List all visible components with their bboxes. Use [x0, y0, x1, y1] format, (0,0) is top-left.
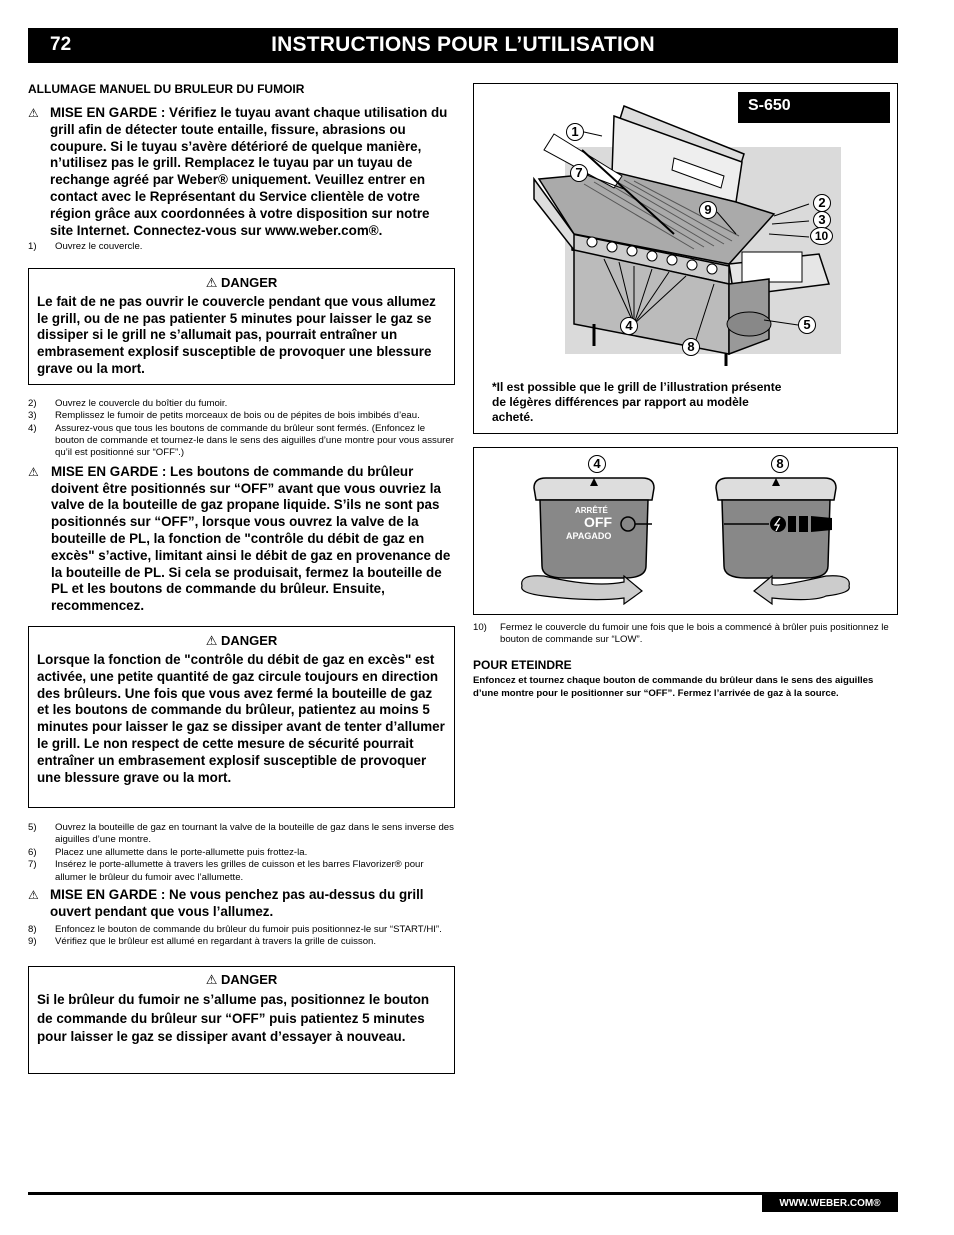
danger-heading: ⚠ DANGER — [205, 274, 278, 290]
model-label: S-650 — [738, 92, 890, 123]
warning-icon: ⚠ — [28, 106, 39, 120]
step-6: 6) Placez une allumette dans le porte-allumette puis frottez-la. — [28, 846, 308, 858]
section-title: ALLUMAGE MANUEL DU BRULEUR DU FUMOIR — [28, 82, 305, 96]
step-5: 5) Ouvrez la bouteille de gaz en tournant la valve de la bouteille de gaz dans le sens inverse des aiguilles d’une montre. — [28, 821, 454, 846]
warning-icon: ⚠ — [28, 888, 39, 903]
danger-heading: ⚠ DANGER — [205, 972, 278, 988]
danger-box-2: ⚠ DANGER Lorsque la fonction de "contrôle du débit de gaz en excès" est activée, une petite quantité de gaz circule toujours en direction des brûleurs. Une fois que vous avez fermé la bouteille de gaz et les boutons de commande du brûleur, patientez au moins 5 minutes pour laisser le gaz se dissiper avant de tenter d’allumer le grill. Le non respect de cette mesure de sécurité pourrait entraîner un embrasement explosif susceptible de provoquer une blessure grave ou la mort. — [28, 626, 455, 808]
callout-10: 10 — [810, 227, 833, 245]
warning-icon: ⚠ — [28, 464, 39, 479]
steps-8-9 — [28, 924, 455, 949]
warning-icon: ⚠ — [205, 632, 221, 648]
knob-text-apagado: APAGADO — [566, 531, 612, 541]
callout-8: 8 — [682, 338, 700, 356]
warning-knobs-off: ⚠ MISE EN GARDE : Les boutons de commande du brûleur doivent être positionnés sur “OFF” avant que vous ouvriez la valve de la bouteille de gaz propane liquide. S’ils ne sont pas positionnés sur “OFF”, lorsque vous ouvrez la valve de la bouteille de PL, la fonction de "contrôle du débit de gaz en excès" s’active, limitant ainsi le débit de gaz en provenance de la bouteille de PL. Si cela se produisait, fermez la bouteille de PL et les boutons de commande du brûleur. Ensuite, recommencez. — [28, 463, 451, 614]
warning-lean: ⚠ MISE EN GARDE : Ne vous penchez pas au-dessus du grill ouvert pendant que vous l’allumez. — [28, 887, 424, 919]
warning-icon: ⚠ — [205, 972, 221, 988]
steps-2-4 — [28, 398, 455, 460]
callout-3: 3 — [813, 211, 831, 229]
step-9: 9) Vérifiez que le brûleur est allumé en regardant à travers la grille de cuisson. — [28, 936, 377, 948]
callout-knob-8: 8 — [771, 455, 789, 473]
callout-7: 7 — [570, 164, 588, 182]
warning-icon: ⚠ — [205, 274, 221, 290]
step-8: 8) Enfoncez le bouton de commande du brûleur du fumoir puis positionnez-le sur “START/HI”. — [28, 923, 442, 935]
left-column — [28, 82, 455, 1074]
grill-figure — [473, 83, 898, 434]
page-title: INSTRUCTIONS POUR L’UTILISATION — [271, 33, 655, 56]
danger-heading: ⚠ DANGER — [205, 632, 278, 648]
knob-illustration — [474, 448, 897, 614]
section2-title: POUR ETEINDRE — [473, 657, 572, 672]
header-bar — [28, 28, 898, 63]
step-4: 4) Assurez-vous que tous les boutons de commande du brûleur sont fermés. (Enfoncez le bouton de commande et tournez-le dans le sens des aiguilles d’une montre pour vous assurer qu’il est positionné sur “OFF”.) — [28, 422, 454, 459]
knob-figure — [473, 447, 898, 615]
figure-note: *Il est possible que le grill de l’illustration présente de légères différences par rapport au modèle acheté. — [492, 380, 782, 424]
grill-illustration — [474, 84, 897, 374]
step-3: 3) Remplissez le fumoir de petits morceaux de bois ou de pépites de bois imbibés d’eau. — [28, 410, 420, 422]
danger-box-1: ⚠ DANGER Le fait de ne pas ouvrir le couvercle pendant que vous allumez le grill, ou de ne pas patienter 5 minutes pour laisser le gaz se dissiper si le grill ne s’allumait pas, pourrait entraîner un embrasement explosif susceptible de provoquer une blessure grave ou la mort. — [28, 268, 455, 385]
steps-5-7 — [28, 822, 455, 884]
right-column — [473, 622, 898, 700]
step-7: 7) Insérez le porte-allumette à travers les grilles de cuisson et les barres Flavorizer® pour allumer le brûleur du fumoir avec l’allumette. — [28, 859, 424, 883]
callout-1: 1 — [566, 123, 584, 141]
knob-text-arrete: ARRÊTÉ — [575, 506, 608, 515]
knob-text-off: OFF — [584, 514, 612, 530]
page-number: 72 — [50, 34, 72, 55]
warning-hose: ⚠ MISE EN GARDE : Vérifiez le tuyau avant chaque utilisation du grill afin de détecter toute entaille, fissure, abrasions ou coupure. Si le tuyau s’avère détérioré de quelque manière, n’utilisez pas le grill. Remplacez le tuyau par un tuyau de rechange agréé par Weber® uniquement. Veuillez entrer en contact avec le Représentant du Service clientèle de votre région grâce aux coordonnées à votre disposition sur notre site Internet. Connectez-vous sur www.weber.com®. — [28, 105, 448, 238]
callout-4: 4 — [620, 317, 638, 335]
step-10: 10) Fermez le couvercle du fumoir une fois que le bois a commencé à brûler puis positionnez le bouton de commande sur “LOW”. — [473, 622, 889, 646]
section2-text: Enfoncez et tournez chaque bouton de commande du brûleur dans le sens des aiguilles d’une montre pour le positionner sur “OFF”. Fermez l’arrivée de gaz à la source. — [473, 674, 874, 699]
callout-5: 5 — [798, 316, 816, 334]
danger-box-3: ⚠ DANGER Si le brûleur du fumoir ne s’allume pas, positionnez le bouton de commande du brûleur sur “OFF” puis patientez 5 minutes pour laisser le gaz se dissiper avant d’essayer à nouveau. — [28, 966, 455, 1074]
footer-url: WWW.WEBER.COM® — [762, 1195, 898, 1212]
callout-knob-4: 4 — [588, 455, 606, 473]
callout-9: 9 — [699, 201, 717, 219]
callout-2: 2 — [813, 194, 831, 212]
step-1: 1) Ouvrez le couvercle. — [28, 241, 143, 253]
step-2: 2) Ouvrez le couvercle du boîtier du fumoir. — [28, 397, 228, 409]
